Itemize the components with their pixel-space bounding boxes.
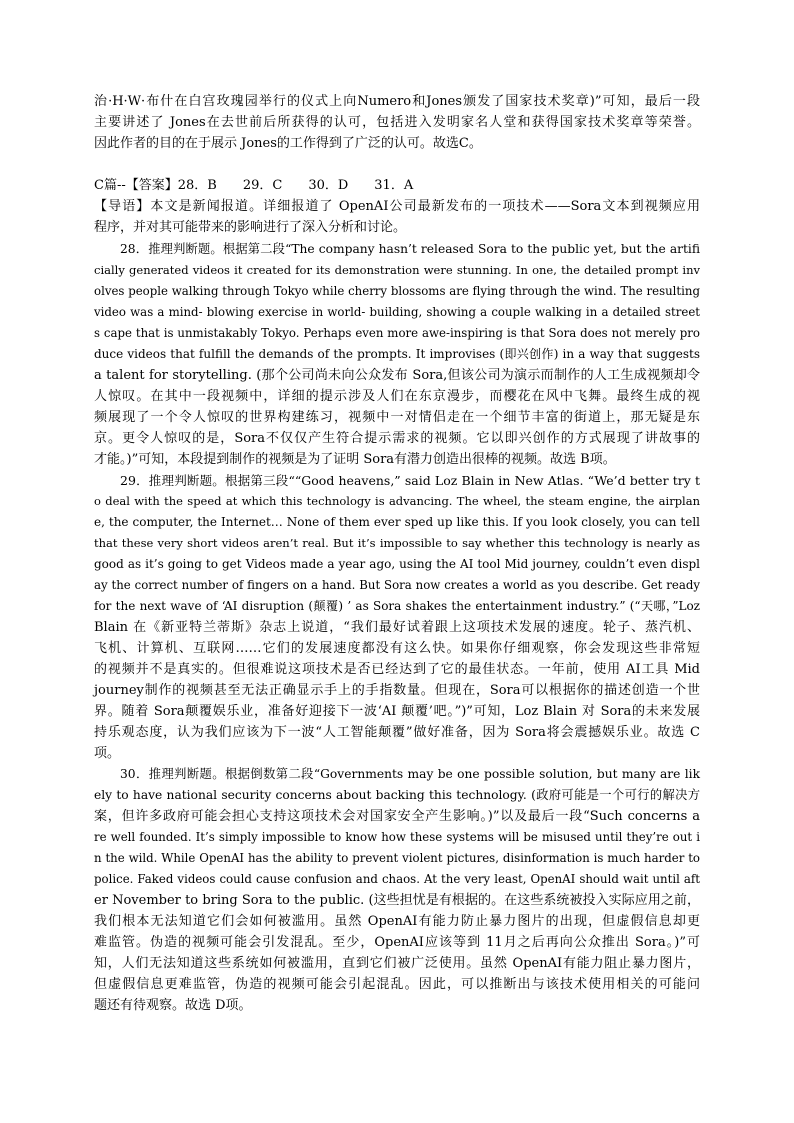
text-line: 【导语】本文是新闻报道。详细报道了 OpenAI公司最新发布的一项技术——Sora文本到视频应用 [94,199,700,214]
text-line: er November to bring Sora to the public. (这些担忧是有根据的。在这些系统被投入实际应用之前， [94,893,700,908]
text-line: re well founded. It’s simply impossible to know how these systems will be misused until they’re out i [94,830,700,844]
text-line: 30．推理判断题。根据倒数第二段“Governments may be one possible solution, but many are lik [120,767,700,781]
text-line: journey制作的视频甚至无法正确显示手上的手指数量。但现在，Sora可以根据你的描述创造一个世 [94,683,700,698]
text-line: s cape that is unmistakably Tokyo. Perhaps even more awe-inspiring is that Sora does not merely pro [94,326,700,340]
text-line: 项。 [94,746,121,761]
text-line: n the wild. While OpenAI has the ability to prevent violent pictures, disinformation is much harder to [94,851,700,865]
text-line: 频展现了一个令人惊叹的世界构建练习，视频中一对情侣走在一个细节丰富的街道上，那无疑是东 [94,410,700,425]
text-line: 京。更令人惊叹的是，Sora不仅仅产生符合提示需求的视频。它以即兴创作的方式展现了讲故事的 [94,431,700,446]
text-line: for the next wave of ‘AI disruption (颠覆) ’ as Sora shakes the entertainment industry.” (“天哪，”Loz [94,599,700,613]
text-line: 知，人们无法知道这些系统如何被滥用，直到它们被广泛使用。虽然 OpenAI有能力阻止暴力图片， [94,956,700,971]
text-line: 程序，并对其可能带来的影响进行了深入分析和讨论。 [94,220,407,235]
text-line: that these very short videos aren’t real. But it’s impossible to say whether this technology is nearly as [94,536,700,550]
text-line: duce videos that fulfill the demands of the prompts. It improvises (即兴创作) in a way that suggests [94,347,700,361]
text-line: 治·H·W·布什在白宫玫瑰园举行的仪式上向Numero和Jones颁发了国家技术奖章)”可知，最后一段 [94,94,700,109]
text-line: 29．推理判断题。根据第三段““Good heavens,” said Loz Blain in New Atlas. “We’d better try t [120,473,700,488]
text-line: 28．推理判断题。根据第二段“The company hasn’t released Sora to the public yet, but the artifi [120,242,700,256]
text-line: olves people walking through Tokyo while cherry blossoms are flying through the wind. The resulting [94,284,700,298]
text-line: 因此作者的目的在于展示 Jones的工作得到了广泛的认可。故选C。 [94,136,482,151]
text-line: 题还有待观察。故选 D项。 [94,998,252,1013]
text-line: 难监管。伪造的视频可能会引发混乱。至少，OpenAI应该等到 11月之后再向公众推出 Sora。)”可 [94,935,700,950]
text-line: C篇--【答案】28．B 29．C 30．D 31．A [94,178,414,193]
text-line: 的视频并不是真实的。但很难说这项技术是否已经达到了它的最佳状态。一年前，使用 AI工具 Mid [94,662,700,677]
text-line: 主要讲述了 Jones在去世前后所获得的认可，包括进入发明家名人堂和获得国家技术奖章等荣誉。 [94,115,700,130]
text-line: ay the correct number of fingers on a hand. But Sora now creates a world as you describe. Get ready [94,578,700,592]
text-line: e, the computer, the Internet… None of them ever sped up like this. If you look closely, you can tell [94,515,700,529]
text-line: 我们根本无法知道它们会如何被滥用。虽然 OpenAI有能力防止暴力图片的出现，但虚假信息却更 [94,914,700,929]
text-line: video was a mind- blowing exercise in world- building, showing a couple walking in a detailed street [94,305,700,319]
text-line: police. Faked videos could cause confusion and chaos. At the very least, OpenAI should wait until aft [94,872,700,886]
text-line: a talent for storytelling. (那个公司尚未向公众发布 Sora,但该公司为演示而制作的人工生成视频却令 [94,368,700,383]
text-line: o deal with the speed at which this technology is advancing. The wheel, the steam engine, the airplan [94,494,700,508]
text-line: good as it’s going to get Videos made a year ago, using the AI tool Mid journey, couldn’t even displ [94,557,700,571]
text-line: 但虚假信息更难监管，伪造的视频可能会引起混乱。因此，可以推断出与该技术使用相关的可能问 [94,977,700,992]
text-line: ely to have national security concerns about backing this technology. (政府可能是一个可行的解决方 [94,788,700,802]
text-line: 界。随着 Sora颠覆娱乐业，准备好迎接下一波‘AI 颠覆’吧。”)”可知，Loz Blain 对 Sora的未来发展 [94,704,700,719]
text-line: 才能。)”可知，本段提到制作的视频是为了证明 Sora有潜力创造出很棒的视频。故选 B项。 [94,452,616,467]
text-line: Blain 在《新亚特兰蒂斯》杂志上说道，“我们最好试着跟上这项技术发展的速度。轮子、蒸汽机、 [94,620,700,635]
text-line: cially generated videos it created for its demonstration were stunning. In one, the detailed prompt inv [94,263,700,277]
text-line: 案，但许多政府可能会担心支持这项技术会对国家安全产生影响。)”以及最后一段“Such concerns a [94,809,700,824]
text-line: 人惊叹。在其中一段视频中，详细的提示涉及人们在东京漫步，而樱花在风中飞舞。最终生成的视 [94,389,700,404]
text-line: 持乐观态度，认为我们应该为下一波“人工智能颠覆”做好准备，因为 Sora将会震撼娱乐业。故选 C [94,725,700,740]
text-line: 飞机、计算机、互联网……它们的发展速度都没有这么快。如果你仔细观察，你会发现这些非常短 [94,641,700,656]
